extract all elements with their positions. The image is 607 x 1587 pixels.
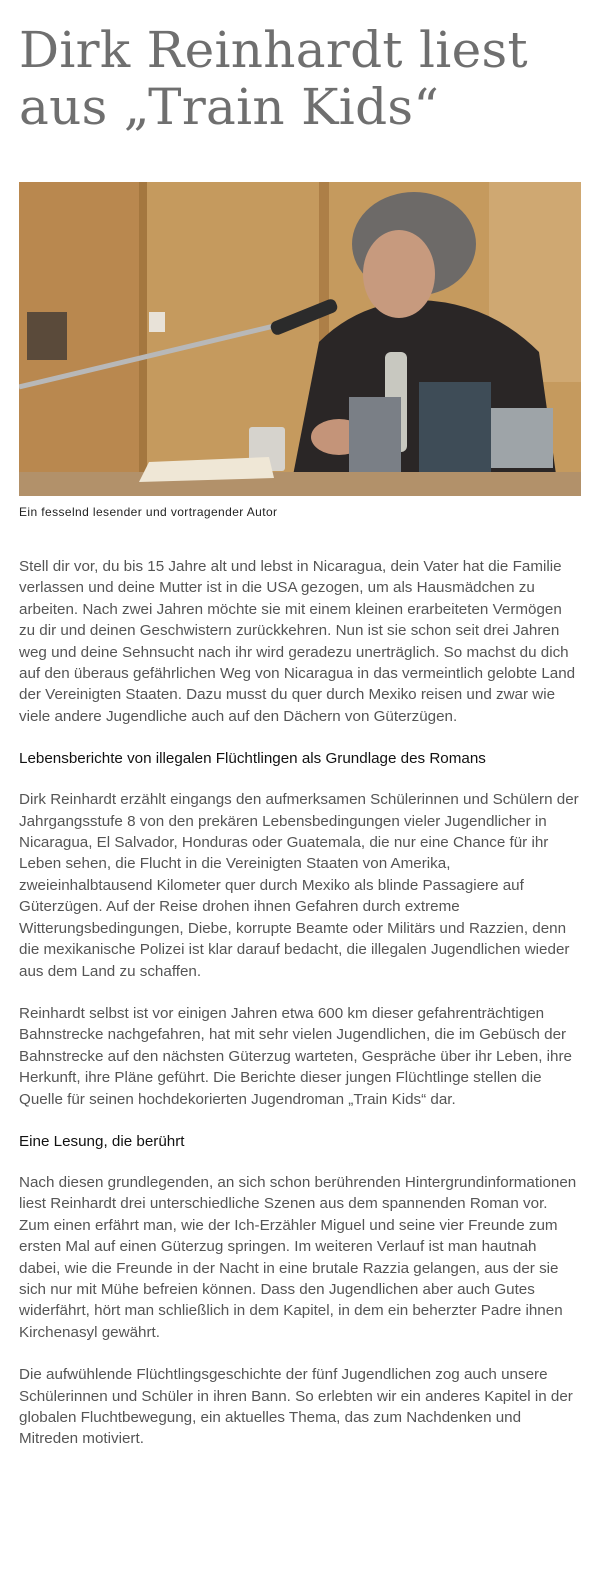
article-body: [19, 556, 579, 1471]
section-heading: Eine Lesung, die berührt: [19, 1132, 185, 1150]
article-title: Dirk Reinhardt liest aus „Train Kids“: [19, 21, 528, 136]
body-paragraph: Reinhardt selbst ist vor einigen Jahren etwa 600 km dieser gefahrenträchtigen Bahnstrecke nachgefahren, hat mit sehr vielen Jugendlichen, die im Gebüsch der Bahnstrecke auf den nächsten Güterzug warteten, Gespräche über ihr Leben, ihre Herkunft, ihre Pläne geführt. Die Berichte dieser jungen Flüchtlinge stellen die Quelle für seinen hochdekorierten Jugendroman „Train Kids“ dar.: [19, 1004, 572, 1108]
body-paragraph: Nach diesen grundlegenden, an sich schon berührenden Hintergrundinformationen liest Reinhardt drei unterschiedliche Szenen aus dem spannenden Roman vor. Zum einen erfährt man, wie der Ich-Erzähler Miguel und seine vier Freunde zum ersten Mal auf einen Güterzug springen. Im weiteren Verlauf ist man hautnah dabei, wie die Freunde in der Nacht in eine brutale Razzia gelangen, aus der sie sich nur mit Mühe befreien können. Dass den Jugendlichen aber auch Gutes widerfährt, hört man schließlich in dem Kapitel, in dem ein beherzter Padre ihnen Kirchenasyl gewährt.: [19, 1173, 577, 1341]
article: [19, 0, 581, 1448]
section-heading: Lebensberichte von illegalen Flüchtlingen als Grundlage des Romans: [19, 750, 486, 768]
body-paragraph: Dirk Reinhardt erzählt eingangs den aufmerksamen Schülerinnen und Schülern der Jahrgangsstufe 8 von den prekären Lebensbedingungen vieler Jugendlicher in Nicaragua, El Salvador, Honduras oder Guatemala, die nur eine Chance für ihr Leben sehen, die Flucht in die Vereinigten Staaten von Amerika, zweieinhalbtausend Kilometer quer durch Mexiko als blinde Passagiere auf Güterzügen. Auf der Reise drohen ihnen Gefahren durch extreme Witterungsbedingungen, Diebe, korrupte Beamte oder Militärs und Razzien, denn die mexikanische Polizei ist klar darauf bedacht, die illegalen Jugendlichen wieder aus dem Land zu schaffen.: [19, 791, 579, 980]
body-paragraph: Die aufwühlende Flüchtlingsgeschichte der fünf Jugendlichen zog auch unsere Schülerinnen und Schüler in ihren Bann. So erlebten wir ein anderes Kapitel in der globalen Fluchtbewegung, ein aktuelles Thema, das zum Nachdenken und Mitreden motiviert.: [19, 1366, 573, 1448]
photo-caption: Ein fesselnd lesender und vortragender Autor: [19, 505, 278, 519]
author-reading-photo: [19, 182, 581, 496]
intro-paragraph: Stell dir vor, du bis 15 Jahre alt und lebst in Nicaragua, dein Vater hat die Familie verlassen und deine Mutter ist in die USA gezogen, um als Hausmädchen zu arbeiten. Nach zwei Jahren möchte sie mit einem kleinen erarbeiteten Vermögen zu dir und deinen Geschwistern zurückkehren. Nun ist sie schon seit drei Jahren weg und deine Sehnsucht nach ihr wird geradezu unerträglich. So machst du dich auf den überaus gefährlichen Weg von Nicaragua in das vermeintlich gelobte Land der Vereinigten Staaten. Dazu musst du quer durch Mexiko reisen und zwar wie viele andere Jugendliche auch auf den Dächern von Güterzügen.: [19, 558, 576, 725]
